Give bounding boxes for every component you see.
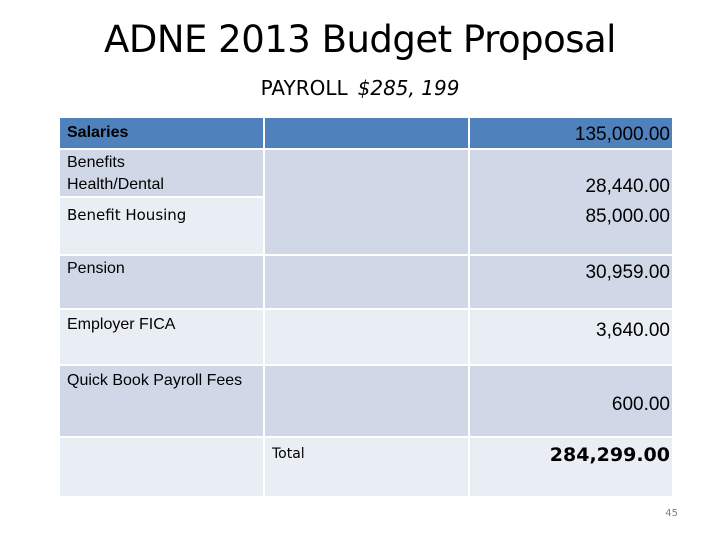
row-value-pension: 30,959.00: [585, 262, 670, 283]
row-value-fica: 3,640.00: [596, 320, 670, 341]
subtitle-label: PAYROLL: [260, 76, 348, 100]
row-label-housing: Benefit Housing: [67, 206, 187, 224]
row-label-benefits: Benefits Health/Dental: [67, 154, 164, 193]
row-value-benefits: 28,440.00: [585, 176, 670, 197]
table-row: [60, 310, 672, 364]
row-value-housing: 85,000.00: [585, 206, 670, 227]
slide-title: ADNE 2013 Budget Proposal: [104, 18, 616, 61]
table-row-total: [60, 438, 672, 496]
table-row: [60, 256, 672, 308]
slide-subtitle: [0, 76, 720, 100]
table-row: [60, 150, 672, 254]
budget-table: [60, 118, 672, 496]
page-number: 45: [665, 508, 678, 519]
total-label: Total: [272, 446, 305, 462]
row-label-pension: Pension: [67, 260, 125, 277]
row-value-quickbook: 600.00: [611, 394, 670, 415]
subtitle-amount: $285, 199: [357, 76, 460, 100]
table-row: [60, 118, 672, 148]
total-value: 284,299.00: [549, 444, 670, 466]
row-label-salaries: Salaries: [67, 124, 129, 141]
row-label-quickbook: Quick Book Payroll Fees: [67, 372, 243, 389]
row-label-fica: Employer FICA: [67, 316, 176, 333]
row-value-salaries: 135,000.00: [574, 124, 670, 145]
table-row: [60, 366, 672, 436]
